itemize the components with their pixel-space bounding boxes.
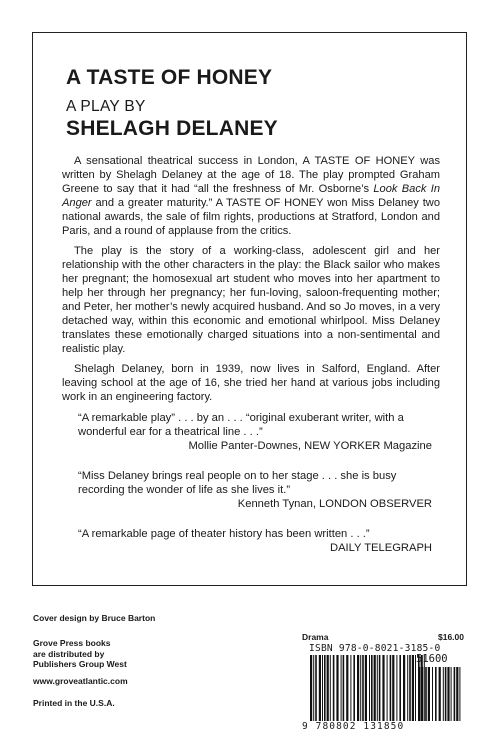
- barcode-bar: [319, 655, 321, 721]
- distribution-line: Grove Press books: [33, 638, 111, 648]
- blurb-text: [62, 154, 440, 410]
- barcode-bar: [447, 667, 449, 721]
- barcode-bar: [390, 655, 392, 721]
- barcode-bar: [428, 667, 430, 721]
- quote-text: “A remarkable play” . . . by an . . . “original exuberant writer, with a wonderful ear for a theatrical line . . .”: [78, 412, 404, 438]
- blurb-paragraph-3: Shelagh Delaney, born in 1939, now lives in Salford, England. After leaving school at the age of 16, she tried her hand at various jobs including work in an engineering factory.: [62, 363, 440, 403]
- barcode-bar: [315, 655, 317, 721]
- barcode-bar: [418, 667, 420, 721]
- barcode-bar: [310, 655, 312, 721]
- barcode-bar: [439, 667, 441, 721]
- barcode-bar: [403, 655, 405, 721]
- quote-text: “Miss Delaney brings real people on to her stage . . . she is busy recording the wonder of life as she lives it.”: [78, 470, 397, 496]
- barcode-bar: [324, 655, 326, 721]
- blurb-paragraph-2: The play is the story of a working-class, adolescent girl and her relationship with the other characters in the play: the Black sailor who makes her pregnant; the homosexual art student who moves into her apartment to help her through her pregnancy; her fun-loving, saloon-frequenting mother; and Peter, her mother’s newly acquired husband. And so Jo moves, in a very detached way, within this economic and emotional whirlpool. Miss Delaney translates these emotionally charged situations into a non-sentimental and realistic play.: [62, 245, 440, 355]
- book-subtitle: A PLAY BY: [66, 98, 146, 115]
- barcode-bar: [412, 655, 414, 721]
- barcode-bar: [369, 655, 370, 721]
- quote-attribution: Kenneth Tynan, LONDON OBSERVER: [237, 498, 432, 510]
- publisher-website[interactable]: www.groveatlantic.com: [33, 676, 128, 686]
- barcode-bar: [322, 655, 323, 721]
- barcode-bar: [330, 655, 331, 721]
- barcode-bar: [425, 667, 427, 721]
- distribution-line: are distributed by: [33, 648, 105, 659]
- barcode-bar: [327, 655, 329, 721]
- barcode-bar: [336, 655, 338, 721]
- barcode-bar: [374, 655, 376, 721]
- barcode-bar: [451, 667, 452, 721]
- genre-label: Drama: [302, 632, 329, 642]
- barcode-bar: [382, 655, 384, 721]
- barcode-bar: [333, 655, 335, 721]
- barcode: [298, 653, 470, 733]
- author-name: SHELAGH DELANEY: [66, 117, 278, 140]
- barcode-bar: [365, 655, 367, 721]
- quote-attribution: DAILY TELEGRAPH: [330, 542, 432, 554]
- barcode-bar: [353, 655, 355, 721]
- price-label: $16.00: [438, 632, 464, 642]
- barcode-bar: [445, 667, 447, 721]
- barcode-bar: [350, 655, 351, 721]
- barcode-bar: [387, 655, 388, 721]
- barcode-bar: [456, 667, 458, 721]
- cover-design-credit: Cover design by Bruce Barton: [33, 613, 156, 623]
- barcode-bar: [379, 655, 381, 721]
- barcode-bar: [459, 667, 460, 721]
- quote-text: “A remarkable page of theater history has been written . . .”: [78, 528, 370, 540]
- isbn-text: ISBN 978-0-8021-3185-0: [309, 643, 441, 654]
- printed-note: Printed in the U.S.A.: [33, 698, 115, 708]
- book-title: A TASTE OF HONEY: [66, 66, 273, 89]
- distribution-line: Publishers Group West: [33, 659, 127, 669]
- barcode-bar: [399, 655, 401, 721]
- barcode-bar: [432, 667, 433, 721]
- barcode-bar: [341, 655, 342, 721]
- barcode-bar: [409, 655, 411, 721]
- blurb-paragraph-1: A sensational theatrical success in London, A TASTE OF HONEY was written by Shelagh Delaney at the age of 18. The play prompted Graham Greene to say that it had “all the freshness of Mr. Osborne’s Look Back In Anger and a greater maturity.” A TASTE OF HONEY won Miss Delaney two national awards, the sale of film rights, productions at Stratford, London and Paris, and a round of applause from the critics.: [62, 155, 440, 237]
- barcode-bar: [377, 655, 378, 721]
- barcode-bar: [371, 655, 373, 721]
- review-quote: [78, 527, 442, 555]
- barcode-bar: [313, 655, 314, 721]
- barcode-bar: [435, 667, 437, 721]
- barcode-bar: [392, 655, 394, 721]
- distribution-note: [33, 638, 127, 670]
- barcode-bar: [346, 655, 348, 721]
- review-quote: [78, 411, 442, 453]
- barcode-bar: [407, 655, 408, 721]
- barcode-bar: [396, 655, 397, 721]
- barcode-bar: [454, 667, 456, 721]
- quote-attribution: Mollie Panter-Downes, NEW YORKER Magazine: [188, 440, 432, 452]
- review-quote: [78, 469, 442, 511]
- barcode-bar: [362, 655, 364, 721]
- ean-digits: 9 780802 131850: [302, 721, 405, 732]
- barcode-bar: [443, 667, 444, 721]
- barcode-bar: [360, 655, 361, 721]
- barcode-bar: [343, 655, 345, 721]
- barcode-bar: [357, 655, 359, 721]
- price-code: 51600: [416, 653, 448, 665]
- barcode-bar: [422, 667, 423, 721]
